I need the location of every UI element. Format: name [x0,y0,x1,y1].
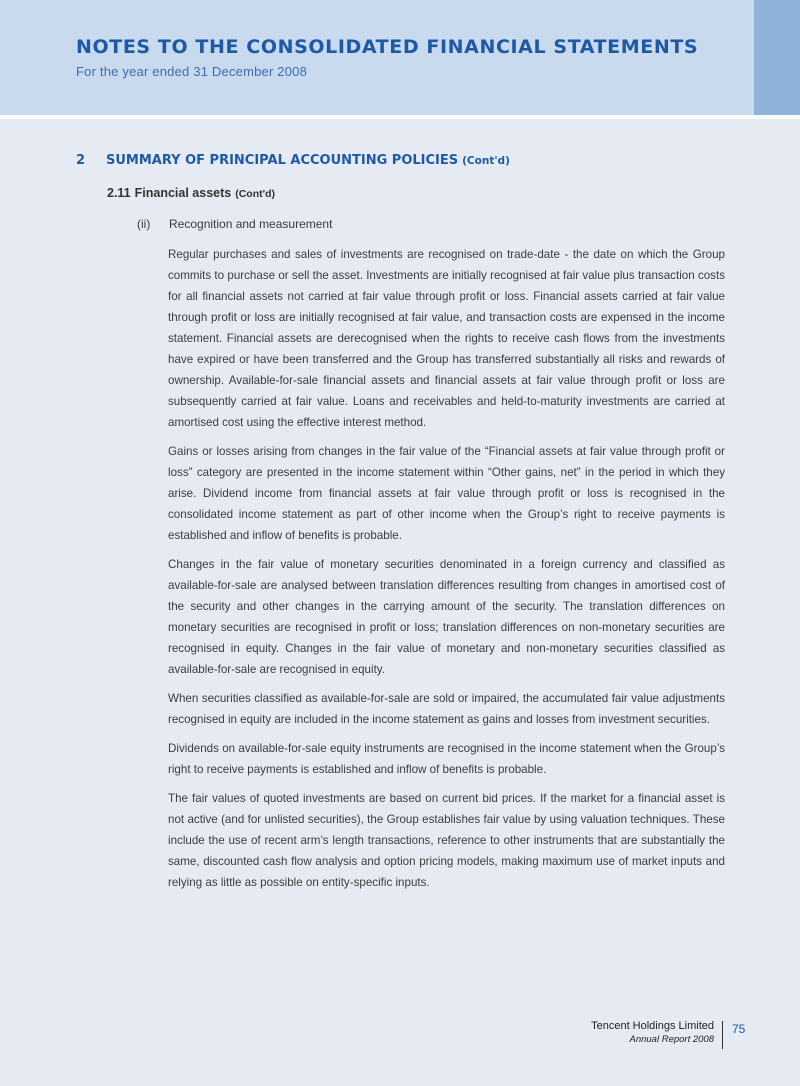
body-text [168,244,725,901]
subsection-heading [107,186,275,200]
subsection-number: 2.11 [107,186,131,200]
section-number: 2 [76,153,86,168]
footer [591,1020,714,1045]
item-numeral: (ii) [137,217,151,231]
section-cont-label: (Cont'd) [462,155,510,167]
paragraph: Gains or losses arising from changes in the fair value of the “Financial assets at fair value through profit or loss” category are presented in the income statement within “Other gains, net” in the period in which they arise. Dividend income from financial assets at fair value through profit or loss is recognised in the consolidated income statement as part of other income when the Group’s right to receive payments is established and inflow of benefits is probable. [168,445,725,542]
section-heading [76,153,510,168]
page-number: 75 [732,1022,746,1036]
footer-report-name: Annual Report 2008 [629,1034,714,1045]
section-title: SUMMARY OF PRINCIPAL ACCOUNTING POLICIES [106,153,459,168]
paragraph: Regular purchases and sales of investments are recognised on trade-date - the date on which the Group commits to purchase or sell the asset. Investments are initially recognised at fair value plus transaction costs for all financial assets not carried at fair value through profit or loss. Financial assets carried at fair value through profit or loss are initially recognised at fair value, and transaction costs are expensed in the income statement. Financial assets are derecognised when the rights to receive cash flows from the investments have expired or have been transferred and the Group has transferred substantially all risks and rewards of ownership. Available-for-sale financial assets and financial assets at fair value through profit or loss are subsequently carried at fair value. Loans and receivables and held-to-maturity investments are carried at amortised cost using the effective interest method. [168,248,725,429]
paragraph: Dividends on available-for-sale equity instruments are recognised in the income statement when the Group’s right to receive payments is established and inflow of benefits is probable. [168,742,725,776]
footer-divider [722,1021,723,1049]
paragraph: When securities classified as available-for-sale are sold or impaired, the accumulated fair value adjustments recognised in equity are included in the income statement as gains and losses from investment securities. [168,692,725,726]
paragraph: The fair values of quoted investments are based on current bid prices. If the market for a financial asset is not active (and for unlisted securities), the Group establishes fair value by using valuation techniques. These include the use of recent arm’s length transactions, reference to other instruments that are substantially the same, discounted cash flow analysis and option pricing models, making maximum use of market inputs and relying as little as possible on entity-specific inputs. [168,792,725,889]
subsection-title: Financial assets [134,186,232,200]
page-title: NOTES TO THE CONSOLIDATED FINANCIAL STATEMENTS [76,36,699,58]
paragraph: Changes in the fair value of monetary securities denominated in a foreign currency and classified as available-for-sale are analysed between translation differences resulting from changes in amortised cost of the security and other changes in the carrying amount of the security. The translation differences on monetary securities are recognised in profit or loss; translation differences on non-monetary securities are recognised in equity. Changes in the fair value of monetary and non-monetary securities classified as available-for-sale are recognised in equity. [168,558,725,676]
subsection-cont-label: (Cont'd) [235,188,276,200]
header-accent-bar [754,0,800,115]
item-title: Recognition and measurement [169,217,333,231]
page-subtitle: For the year ended 31 December 2008 [76,64,308,79]
header-divider [0,115,800,119]
item-heading [137,217,332,231]
footer-company-name: Tencent Holdings Limited [591,1020,714,1032]
